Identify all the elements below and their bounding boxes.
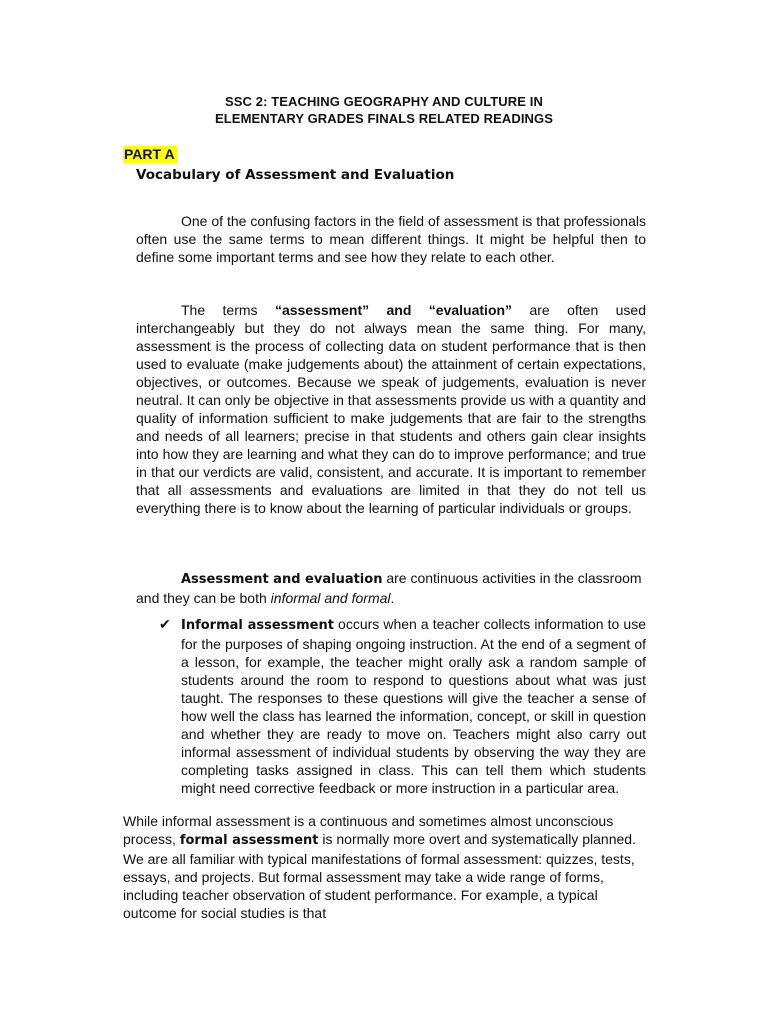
part-a-label: PART A: [124, 146, 175, 162]
informal-assessment-bullet: [181, 615, 646, 797]
paragraph-confusing-factors: [136, 212, 646, 266]
paragraph-3-end: .: [390, 590, 395, 606]
paragraph-1-text: One of the confusing factors in the field of assessment is that professionals often use the same terms to mean different things. It might be helpful then to define some important terms and see how they relate to each other.: [136, 213, 646, 265]
paragraph-assessment-evaluation: [136, 301, 646, 517]
title-line-2: ELEMENTARY GRADES FINALS RELATED READINGS: [214, 111, 554, 126]
checkmark-icon: ✔: [159, 616, 171, 632]
paragraph-3-rest: are continuous activities in the classroom and they can be both: [136, 570, 642, 606]
final-rest: is normally more overt and systematically planned. We are all familiar with typical manifestations of formal assessment: quizzes, tests, essays, and projects. But formal assessment may take a wide range of forms, including teacher observation of student performance. For example, a typical outcome for social studies is that: [123, 831, 636, 921]
section-heading: Vocabulary of Assessment and Evaluation: [136, 167, 455, 183]
paragraph-3-bold: Assessment and evaluation: [181, 572, 383, 587]
final-bold: formal assessment: [179, 833, 319, 848]
bullet-text: occurs when a teacher collects information to use for the purposes of shaping ongoing instruction. At the end of a segment of a lesson, for example, the teacher might orally ask a random sample of students around the room to respond to questions about what was just taught. The responses to these questions will give the teacher a sense of how well the class has learned the information, concept, or skill in question and whether they are ready to move on. Teachers might also carry out informal assessment of individual students by observing the way they are completing tasks assigned in class. This can tell them which students might need corrective feedback or more instruction in a particular area.: [181, 616, 646, 796]
document-title: [150, 93, 618, 127]
final-lead: While informal assessment is a continuous and sometimes almost unconscious process,: [123, 813, 614, 847]
title-line-1: SSC 2: TEACHING GEOGRAPHY AND CULTURE IN: [225, 94, 543, 109]
paragraph-continuous-activities: [136, 569, 646, 607]
paragraph-2-rest: are often used interchangeably but they do not always mean the same thing. For many, assessment is the process of collecting data on student performance that is then used to evaluate (make judgements about) the attainment of certain expectations, objectives, or outcomes. Because we speak of judgements, evaluation is never neutral. It can only be objective in that assessments provide us with a quantity and quality of information sufficient to make judgements that are fair to the strengths and needs of all learners; precise in that students and others gain clear insights into how they are learning and what they can do to improve performance; and true in that our verdicts are valid, consistent, and accurate. It is important to remember that all assessments and evaluations are limited in that they do not tell us everything there is to know about the learning of particular individuals or groups.: [136, 302, 646, 516]
paragraph-formal-assessment: [123, 812, 653, 922]
paragraph-3-italic: informal and formal: [270, 590, 391, 606]
paragraph-2-bold-terms: “assessment” and “evaluation”: [274, 302, 513, 318]
paragraph-2-lead: The terms: [181, 302, 275, 318]
bullet-bold: Informal assessment: [181, 618, 334, 633]
